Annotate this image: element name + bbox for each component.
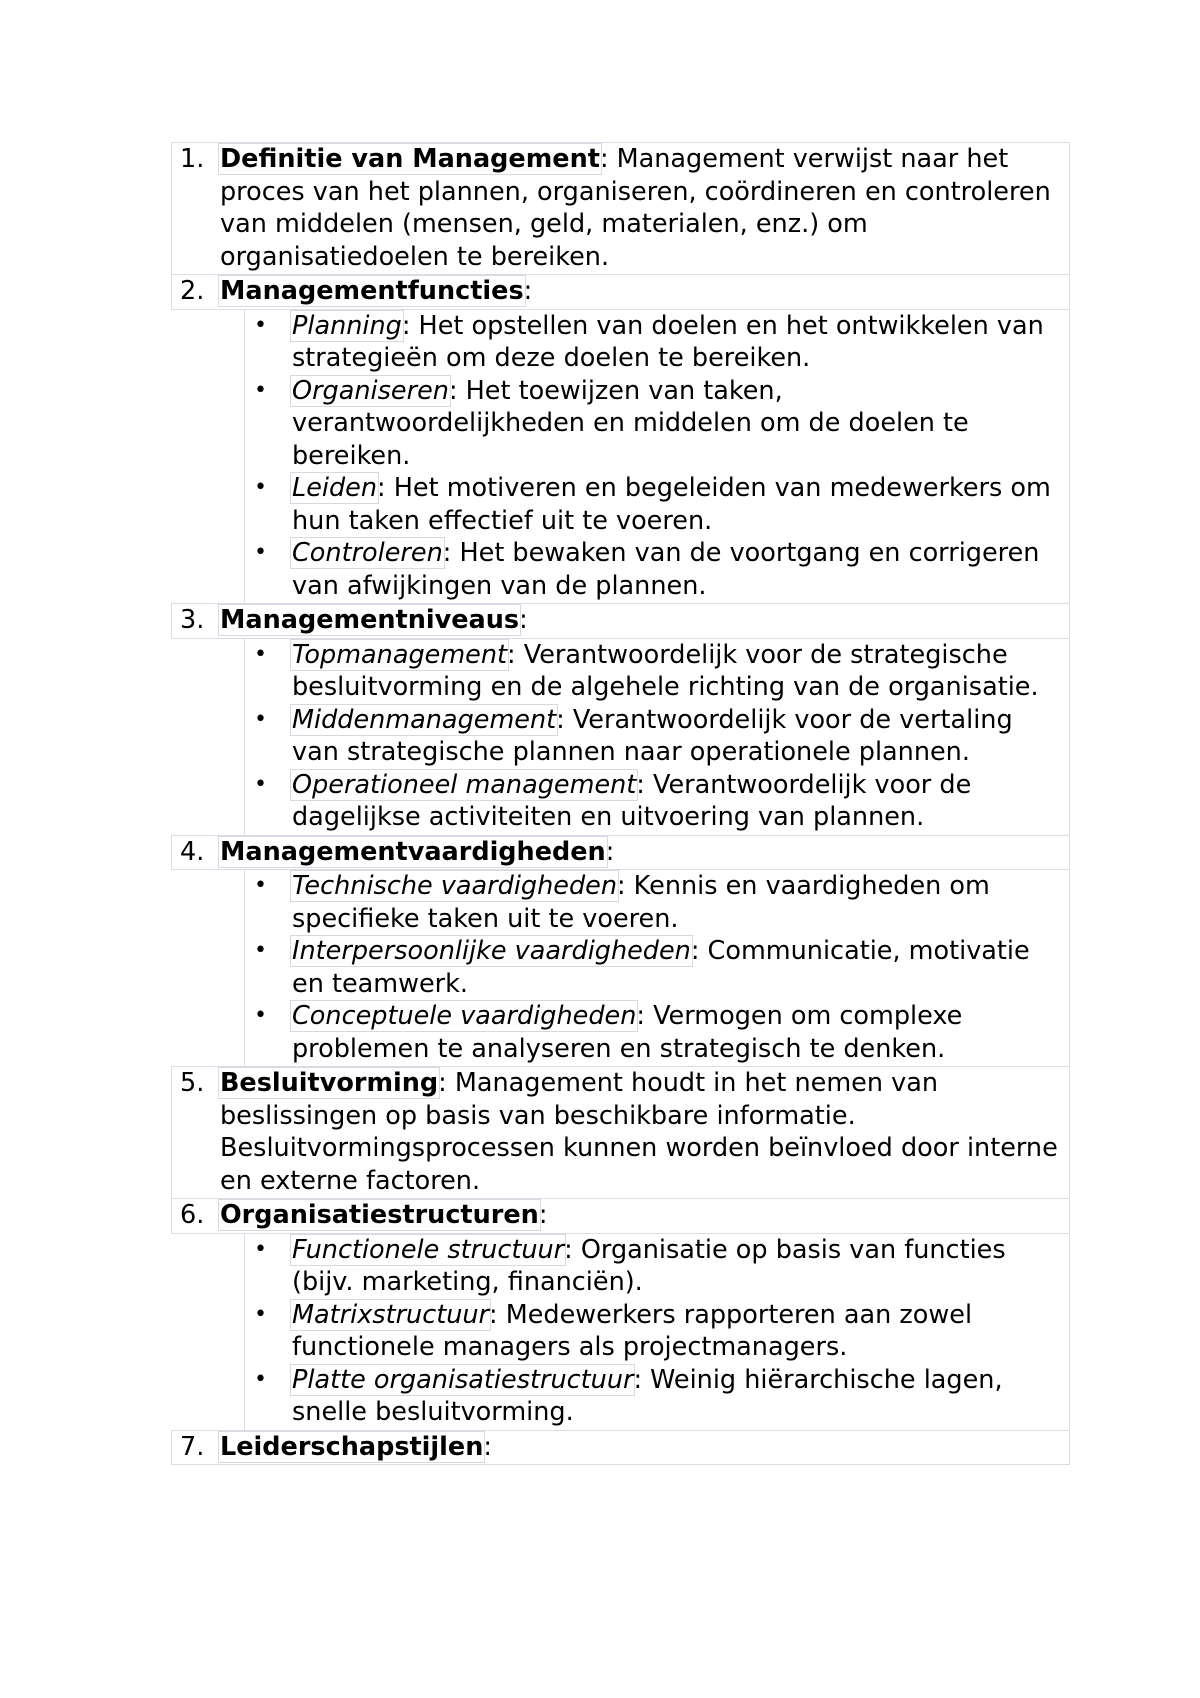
item-number: 2. xyxy=(180,276,205,306)
bullet-term: Conceptuele vaardigheden xyxy=(292,1001,637,1031)
bullet-term: Operationeel management xyxy=(292,769,637,800)
bullet-text: : Organisatie op basis van functies (bijv. marketing, financiën). xyxy=(292,1234,1006,1297)
item-term: Managementniveaus xyxy=(220,605,520,635)
item-term: Leiderschapstijlen xyxy=(220,1431,484,1462)
list-item xyxy=(171,274,1070,310)
bullet-term: Technische vaardigheden xyxy=(292,871,617,901)
bullet-item xyxy=(254,375,1067,473)
bullet-item xyxy=(254,537,1067,602)
bullet-text: : Verantwoordelijk voor de dagelijkse activiteiten en uitvoering van plannen. xyxy=(292,769,972,832)
bullet-text: : Het opstellen van doelen en het ontwikkelen van strategieën om deze doelen te bereiken. xyxy=(292,310,1044,373)
bullet-item xyxy=(254,1234,1067,1299)
item-term: Organisatiestructuren xyxy=(220,1200,539,1230)
item-number: 1. xyxy=(180,144,205,174)
bullet-text: : Weinig hiërarchische lagen, snelle besluitvorming. xyxy=(292,1364,1003,1427)
bullet-icon: • xyxy=(254,873,267,898)
item-term: Managementfuncties xyxy=(220,276,524,306)
item-term: Managementvaardigheden xyxy=(220,836,606,867)
bullet-icon: • xyxy=(254,1003,267,1028)
bullet-text: : Medewerkers rapporteren aan zowel functionele managers als projectmanagers. xyxy=(292,1299,973,1362)
bullet-icon: • xyxy=(254,641,267,667)
list-item xyxy=(171,1430,1070,1466)
bullet-icon: • xyxy=(254,1236,267,1262)
bullet-text: : Verantwoordelijk voor de vertaling van strategische plannen naar operationele plannen. xyxy=(292,704,1013,767)
bullet-icon: • xyxy=(254,1366,267,1392)
bullet-item xyxy=(254,639,1067,704)
item-text: : xyxy=(523,276,533,306)
bullet-list xyxy=(244,869,1070,1067)
item-number: 5. xyxy=(180,1068,205,1098)
bullet-list xyxy=(244,309,1070,605)
bullet-term: Leiden xyxy=(292,473,378,503)
bullet-term: Platte organisatiestructuur xyxy=(292,1364,634,1395)
bullet-term: Matrixstructuur xyxy=(292,1299,490,1330)
bullet-item xyxy=(254,704,1067,769)
bullet-term: Organiseren xyxy=(292,375,449,406)
bullet-list xyxy=(244,1233,1070,1431)
item-text: : Management houdt in het nemen van beslissingen op basis van beschikbare informatie. Besluitvormingsprocessen kunnen worden beïnvloed door interne en externe factoren. xyxy=(220,1068,1058,1196)
bullet-item xyxy=(254,935,1067,1000)
list-item xyxy=(171,142,1070,275)
bullet-item xyxy=(254,870,1067,935)
bullet-text: : Verantwoordelijk voor de strategische besluitvorming en de algehele richting van de organisatie. xyxy=(292,639,1039,702)
list-item xyxy=(171,835,1070,871)
bullet-term: Planning xyxy=(292,310,402,341)
bullet-item xyxy=(254,769,1067,834)
item-term: Definitie van Management xyxy=(220,144,600,174)
bullet-term: Topmanagement xyxy=(292,639,508,670)
bullet-text: : Communicatie, motivatie en teamwerk. xyxy=(292,936,1030,999)
bullet-icon: • xyxy=(254,1301,267,1327)
bullet-icon: • xyxy=(254,706,267,732)
item-number: 7. xyxy=(180,1431,205,1462)
bullet-item xyxy=(254,310,1067,375)
item-text: : xyxy=(538,1200,548,1230)
bullet-text: : Het toewijzen van taken, verantwoordelijkheden en middelen om de doelen te bereiken. xyxy=(292,375,969,471)
bullet-text: : Vermogen om complexe problemen te analyseren en strategisch te denken. xyxy=(292,1001,963,1064)
item-number: 3. xyxy=(180,605,205,635)
bullet-icon: • xyxy=(254,938,267,963)
bullet-term: Interpersoonlijke vaardigheden xyxy=(292,936,691,966)
bullet-text: : Het bewaken van de voortgang en corrigeren van afwijkingen van de plannen. xyxy=(292,538,1040,601)
item-text: : xyxy=(519,605,528,635)
bullet-term: Controleren xyxy=(292,538,443,568)
bullet-icon: • xyxy=(254,475,267,500)
bullet-term: Middenmanagement xyxy=(292,704,557,735)
list-item xyxy=(171,1066,1070,1199)
bullet-item xyxy=(254,472,1067,537)
item-term: Besluitvorming xyxy=(220,1068,439,1098)
bullet-icon: • xyxy=(254,312,267,338)
bullet-icon: • xyxy=(254,540,267,565)
item-text: : xyxy=(605,836,615,867)
item-text: : Management verwijst naar het proces van het plannen, organiseren, coördineren en controleren van middelen (mensen, geld, materialen, enz.) om organisatiedoelen te bereiken. xyxy=(220,144,1051,272)
item-text: : xyxy=(483,1431,492,1462)
item-number: 4. xyxy=(180,836,205,867)
bullet-item xyxy=(254,1000,1067,1065)
bullet-icon: • xyxy=(254,377,267,403)
bullet-text: : Het motiveren en begeleiden van medewerkers om hun taken effectief uit te voeren. xyxy=(292,473,1051,536)
bullet-term: Functionele structuur xyxy=(292,1234,565,1265)
item-number: 6. xyxy=(180,1200,205,1230)
bullet-text: : Kennis en vaardigheden om specifieke taken uit te voeren. xyxy=(292,871,990,934)
list-item xyxy=(171,603,1070,639)
bullet-list xyxy=(244,638,1070,836)
bullet-icon: • xyxy=(254,771,267,797)
bullet-item xyxy=(254,1299,1067,1364)
list-item xyxy=(171,1198,1070,1234)
outline-list xyxy=(171,143,1070,1465)
bullet-item xyxy=(254,1364,1067,1429)
